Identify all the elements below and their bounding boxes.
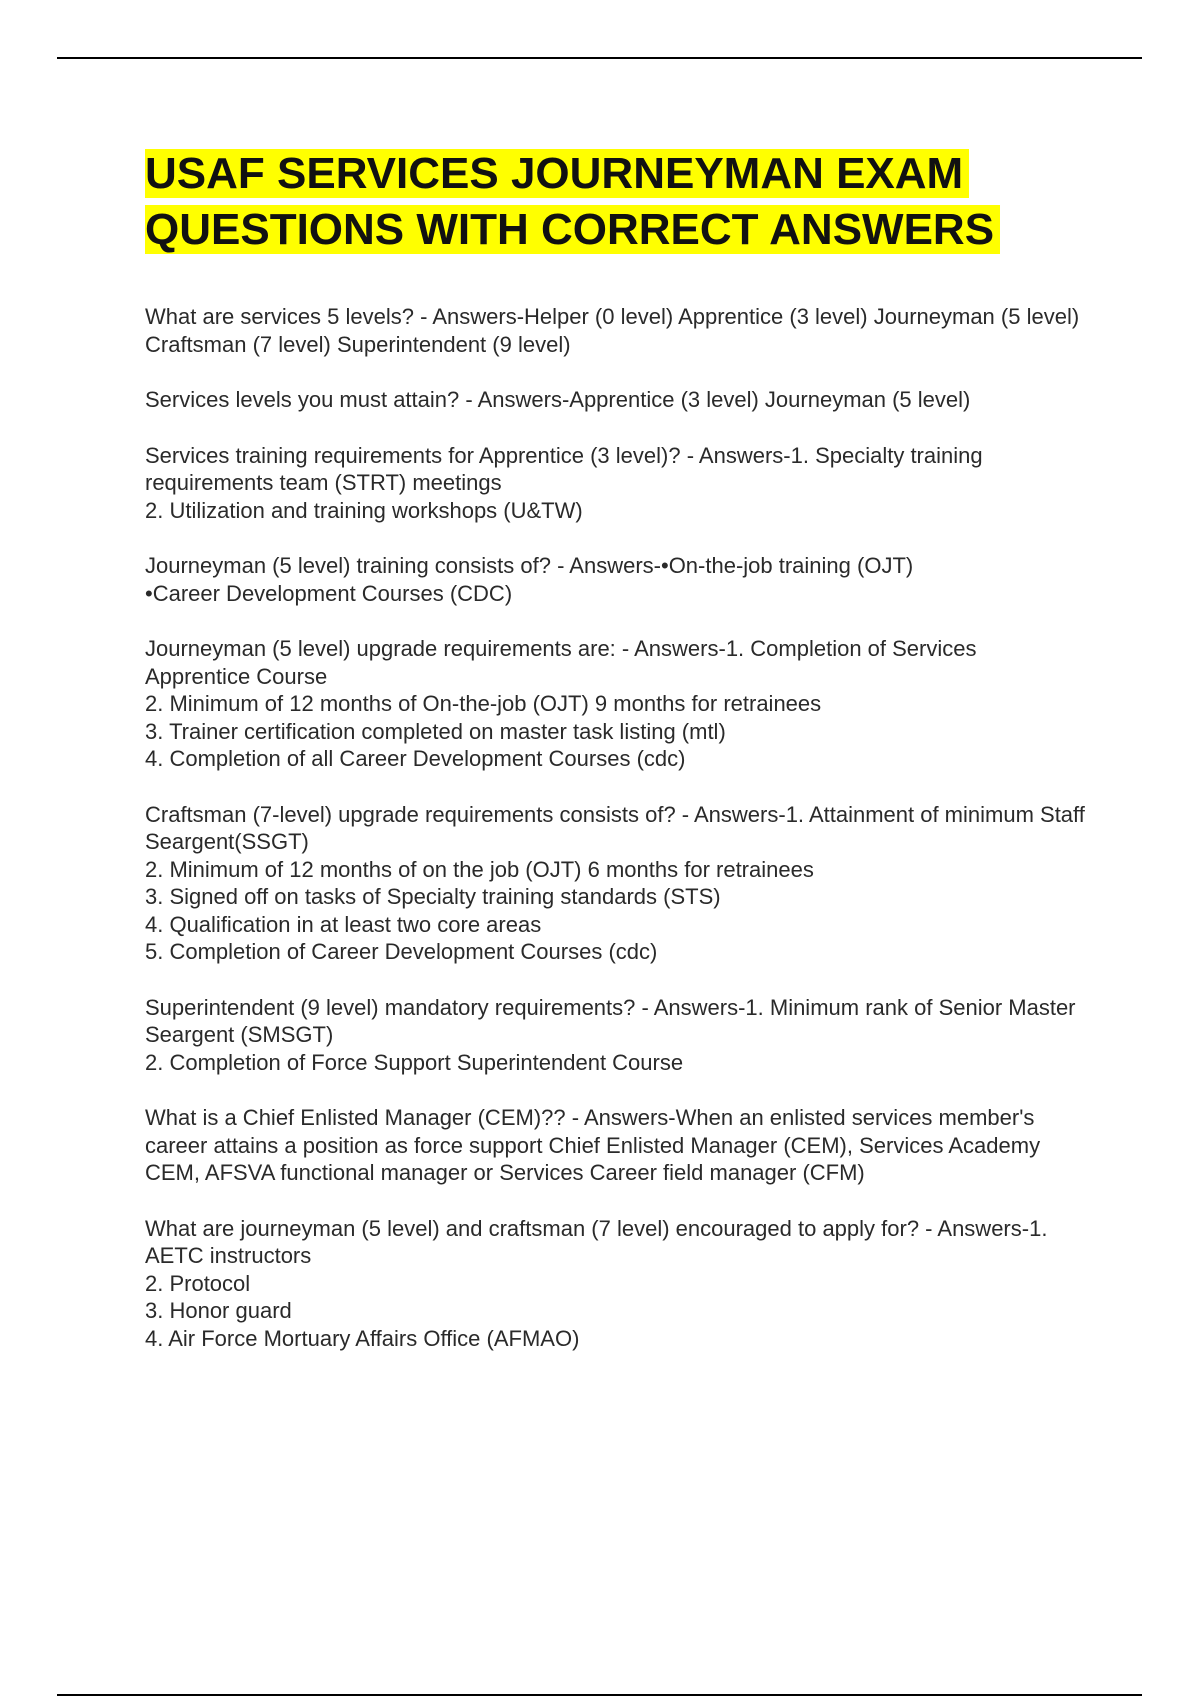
qa-text: Services training requirements for Apprentice (3 level)? - Answers-1. Specialty training requirements team (STRT) meetings [145, 442, 983, 495]
qa-text: •Career Development Courses (CDC) [145, 580, 513, 606]
qa-text: 3. Signed off on tasks of Specialty training standards (STS) [145, 884, 721, 909]
qa-item [145, 801, 1085, 966]
qa-item [145, 442, 1085, 525]
qa-text: 2. Completion of Force Support Superintendent Course [145, 1049, 684, 1075]
top-rule [57, 57, 1142, 59]
qa-item [145, 552, 1085, 607]
qa-text: Services levels you must attain? - Answers-Apprentice (3 level) Journeyman (5 level) [145, 387, 971, 412]
qa-text: Journeyman (5 level) upgrade requirements are: - Answers-1. Completion of Services Apprentice Course [145, 636, 977, 689]
title-line-2: QUESTIONS WITH CORRECT ANSWERS [145, 205, 1000, 254]
qa-text: 2. Minimum of 12 months of on the job (OJT) 6 months for retrainees [145, 856, 814, 882]
qa-text: What are services 5 levels? - Answers-Helper (0 level) Apprentice (3 level) Journeyman (5 level) Craftsman (7 level) Superintendent (9 level) [145, 304, 1080, 357]
qa-text: 2. Protocol [145, 1270, 251, 1296]
qa-list [145, 303, 1085, 1380]
qa-item [145, 303, 1085, 358]
qa-item [145, 386, 1085, 414]
qa-text: 4. Air Force Mortuary Affairs Office (AFMAO) [145, 1325, 580, 1351]
qa-text: Superintendent (9 level) mandatory requirements? - Answers-1. Minimum rank of Senior Master Seargent (SMSGT) [145, 994, 1076, 1047]
qa-item [145, 635, 1085, 773]
qa-item [145, 1104, 1085, 1187]
qa-text: 5. Completion of Career Development Courses (cdc) [145, 939, 658, 964]
qa-text: What is a Chief Enlisted Manager (CEM)?? - Answers-When an enlisted services member's career attains a position as force support Chief Enlisted Manager (CEM), Services Academy CEM, AFSVA functional manager or Services Career field manager (CFM) [145, 1105, 1041, 1185]
qa-item [145, 994, 1085, 1077]
qa-text: 2. Minimum of 12 months of On-the-job (OJT) 9 months for retrainees [145, 691, 822, 716]
qa-item [145, 1215, 1085, 1353]
title-line-1: USAF SERVICES JOURNEYMAN EXAM [145, 149, 969, 198]
qa-text: 3. Honor guard [145, 1298, 292, 1323]
qa-text: What are journeyman (5 level) and craftsman (7 level) encouraged to apply for? - Answers-1. AETC instructors [145, 1215, 1048, 1268]
qa-text: Journeyman (5 level) training consists of? - Answers-•On-the-job training (OJT) [145, 553, 914, 578]
qa-text: 4. Qualification in at least two core areas [145, 911, 542, 937]
qa-text: Craftsman (7-level) upgrade requirements consists of? - Answers-1. Attainment of minimum Staff Seargent(SSGT) [145, 801, 1085, 854]
qa-text: 3. Trainer certification completed on master task listing (mtl) [145, 718, 726, 744]
document-title [145, 146, 1087, 258]
qa-text: 4. Completion of all Career Development Courses (cdc) [145, 746, 686, 771]
bottom-rule [57, 1694, 1142, 1696]
qa-text: 2. Utilization and training workshops (U&TW) [145, 497, 583, 523]
